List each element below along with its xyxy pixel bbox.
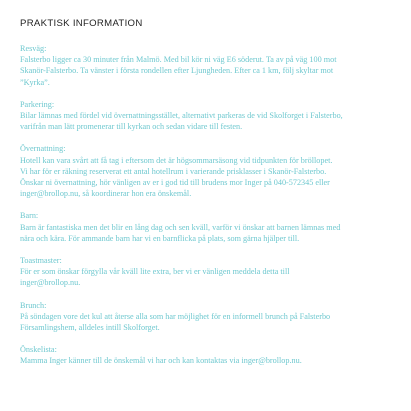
text-line: ”Kyrka”. [20,77,50,87]
text-line: För er som önskar förgylla vår kväll lite extra, ber vi er vänligen meddela detta till [20,267,290,277]
page-title: PRAKTISK INFORMATION [20,18,143,29]
text-line: Önskar ni övernattning, hör vänligen av er i god tid till brudens mor Inger på 040-572345 eller [20,178,330,188]
section-heading: Parkering: [20,99,55,109]
practical-info-page [20,18,396,378]
text-line: Skanör-Falsterbo. Ta vänster i första rondellen efter Ljungheden. Efter ca 1 km, följ skyltar mot [20,66,334,76]
text-line: Barn är fantastiska men det blir en lång dag och sen kväll, varför vi önskar att barnen lämnas med [20,222,341,232]
text-line: Mamma Inger känner till de önskemål vi har och kan kontaktas via inger@brollop.nu. [20,356,302,366]
section-heading: Övernattning: [20,144,66,154]
text-line: Hotell kan vara svårt att få tag i eftersom det är högsommarsäsong vid tidpunkten för bröllopet. [20,155,333,165]
section-brunch [20,300,396,334]
section-heading: Toastmaster: [20,256,62,266]
section-children [20,210,396,244]
text-line: På söndagen vore det kul att återse alla som har möjlighet för en informell brunch på Falsterbo [20,311,331,321]
section-parking [20,99,396,133]
section-heading: Brunch: [20,300,47,310]
section-body [20,355,396,366]
section-heading: Resväg: [20,44,47,53]
section-heading: Önskelista: [20,345,57,355]
section-travel [20,43,396,88]
text-line: varifrån man lätt promenerar till kyrkan och sedan vidare till festen. [20,122,243,132]
section-body [20,54,396,88]
text-line: inger@brollop.nu. [20,278,81,288]
section-toastmaster [20,255,396,289]
section-body [20,155,396,200]
section-body [20,110,396,132]
section-accommodation [20,143,396,199]
text-line: Vi har för er räkning reserverat ett antal hotellrum i varierande prisklasser i Skanör-Falsterbo. [20,166,327,176]
section-body [20,311,396,333]
text-line: Bilar lämnas med fördel vid övernattningsstället, alternativt parkeras de vid Skolforget i Falsterbo, [20,111,343,121]
text-line: nära och kära. För ammande barn har vi en barnflicka på plats, som gärna hjälper till. [20,233,300,243]
text-line: Församlingshem, alldeles intill Skolforget. [20,323,160,333]
section-heading: Barn: [20,211,39,221]
section-body [20,222,396,244]
text-line: inger@brollop.nu, så koordinerar hon era önskemål. [20,189,192,199]
section-body [20,266,396,288]
text-line: Falsterbo ligger ca 30 minuter från Malmö. Med bil kör ni väg E6 söderut. Ta av på väg 100 mot [20,55,337,65]
section-wishlist [20,344,396,366]
